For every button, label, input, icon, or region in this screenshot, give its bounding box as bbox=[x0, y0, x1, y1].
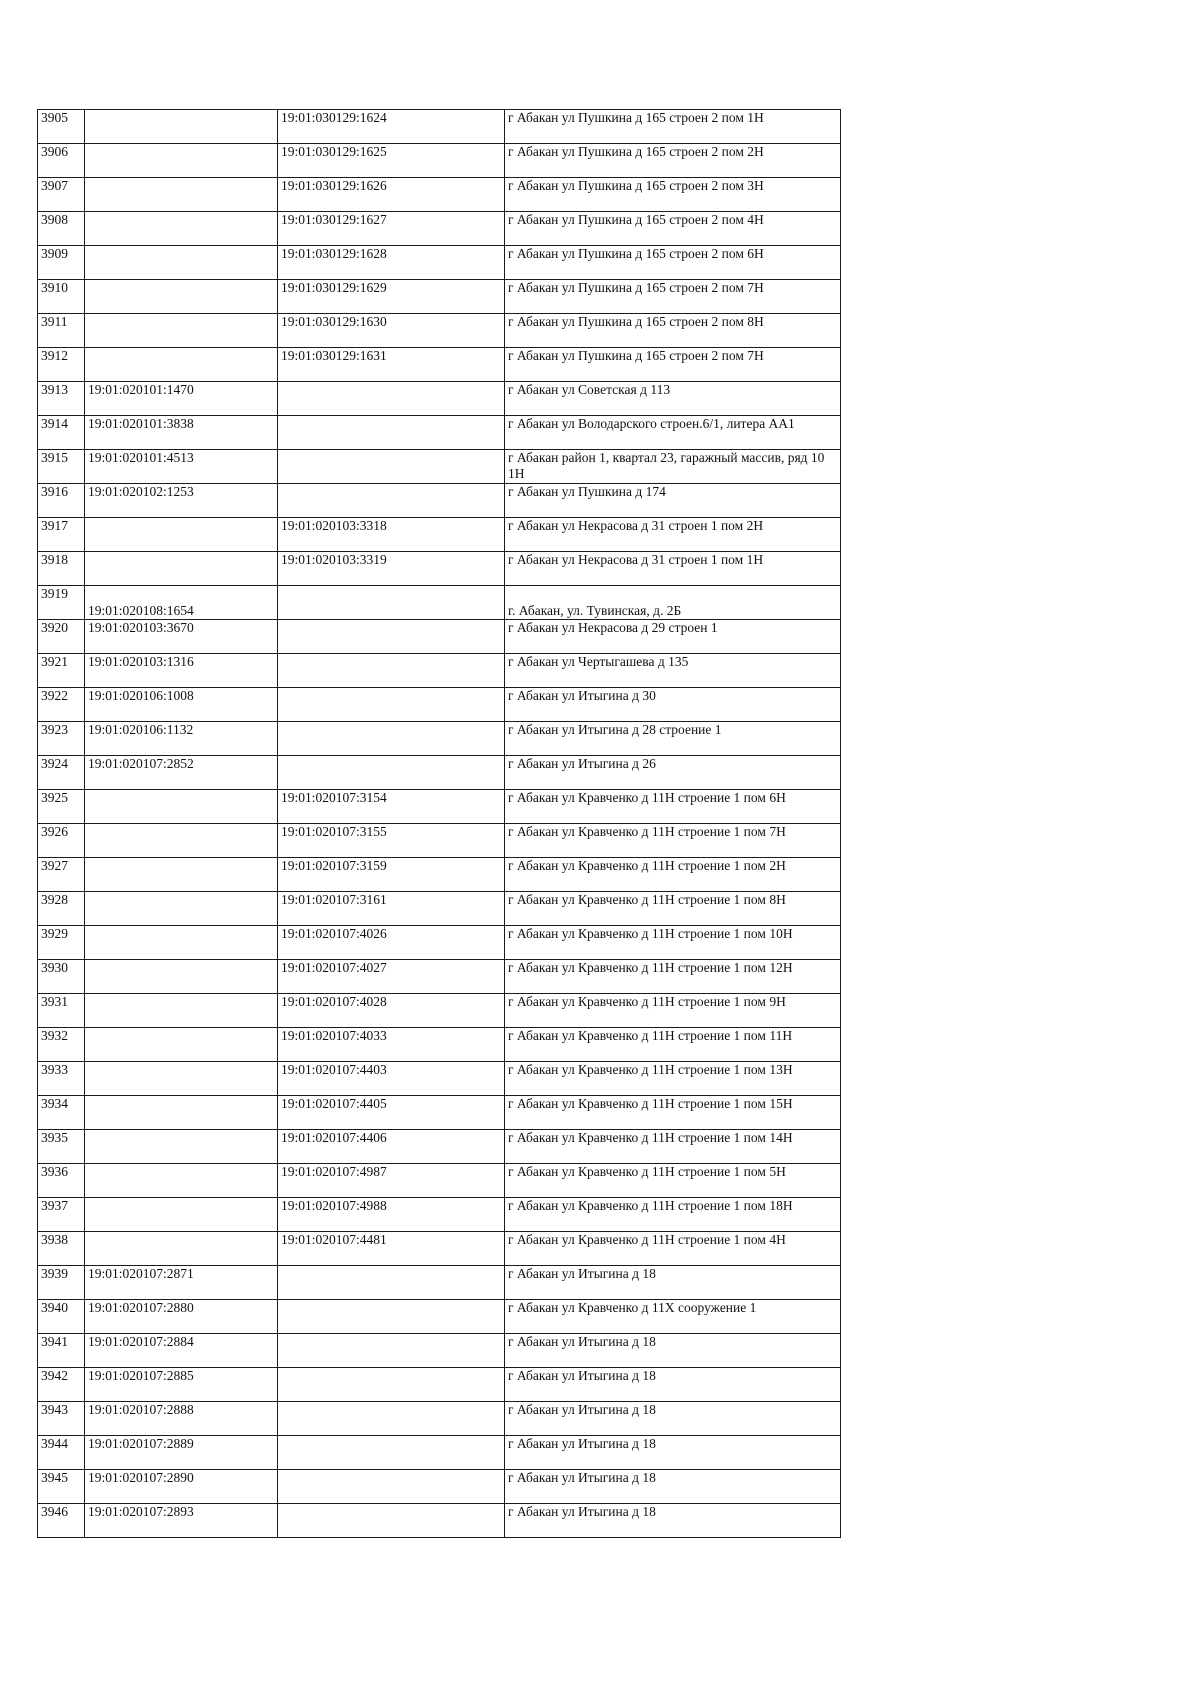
address-cell: г Абакан ул Кравченко д 11Н строение 1 пом 5Н bbox=[505, 1164, 841, 1198]
premises-cadastral-number-cell: 19:01:030129:1624 bbox=[278, 110, 505, 144]
land-cadastral-number-cell bbox=[85, 892, 278, 926]
premises-cadastral-number-cell: 19:01:030129:1630 bbox=[278, 314, 505, 348]
land-cadastral-number-cell bbox=[85, 858, 278, 892]
document-page bbox=[37, 109, 840, 1538]
premises-cadastral-number-cell: 19:01:020103:3319 bbox=[278, 552, 505, 586]
address-cell: г Абакан район 1, квартал 23, гаражный массив, ряд 10 1Н bbox=[505, 450, 841, 484]
land-cadastral-number-cell bbox=[85, 1130, 278, 1164]
table-row bbox=[38, 790, 841, 824]
premises-cadastral-number-cell bbox=[278, 722, 505, 756]
row-number-cell: 3943 bbox=[38, 1402, 85, 1436]
premises-cadastral-number-cell bbox=[278, 1470, 505, 1504]
premises-cadastral-number-cell bbox=[278, 1368, 505, 1402]
address-cell: г Абакан ул Кравченко д 11Н строение 1 пом 15Н bbox=[505, 1096, 841, 1130]
address-cell: г Абакан ул Пушкина д 165 строен 2 пом 3Н bbox=[505, 178, 841, 212]
address-cell: г Абакан ул Кравченко д 11Н строение 1 пом 11Н bbox=[505, 1028, 841, 1062]
address-cell: г Абакан ул Кравченко д 11Н строение 1 пом 8Н bbox=[505, 892, 841, 926]
table-row bbox=[38, 246, 841, 280]
land-cadastral-number-cell: 19:01:020107:2871 bbox=[85, 1266, 278, 1300]
table-row bbox=[38, 1028, 841, 1062]
premises-cadastral-number-cell bbox=[278, 1266, 505, 1300]
premises-cadastral-number-cell bbox=[278, 1402, 505, 1436]
row-number-cell: 3933 bbox=[38, 1062, 85, 1096]
land-cadastral-number-cell: 19:01:020106:1008 bbox=[85, 688, 278, 722]
address-cell: г Абакан ул Кравченко д 11Н строение 1 пом 7Н bbox=[505, 824, 841, 858]
land-cadastral-number-cell bbox=[85, 552, 278, 586]
row-number-cell: 3937 bbox=[38, 1198, 85, 1232]
row-number-cell: 3930 bbox=[38, 960, 85, 994]
table-row bbox=[38, 450, 841, 484]
row-number-cell: 3911 bbox=[38, 314, 85, 348]
address-cell: г Абакан ул Итыгина д 18 bbox=[505, 1266, 841, 1300]
table-row bbox=[38, 756, 841, 790]
table-row bbox=[38, 416, 841, 450]
land-cadastral-number-cell: 19:01:020101:1470 bbox=[85, 382, 278, 416]
row-number-cell: 3909 bbox=[38, 246, 85, 280]
table-row bbox=[38, 1232, 841, 1266]
row-number-cell: 3936 bbox=[38, 1164, 85, 1198]
address-cell: г Абакан ул Чертыгашева д 135 bbox=[505, 654, 841, 688]
table-row bbox=[38, 722, 841, 756]
table-row bbox=[38, 926, 841, 960]
land-cadastral-number-cell bbox=[85, 348, 278, 382]
land-cadastral-number-cell bbox=[85, 1164, 278, 1198]
row-number-cell: 3942 bbox=[38, 1368, 85, 1402]
address-cell: г Абакан ул Некрасова д 29 строен 1 bbox=[505, 620, 841, 654]
land-cadastral-number-cell bbox=[85, 824, 278, 858]
premises-cadastral-number-cell bbox=[278, 620, 505, 654]
land-cadastral-number-cell bbox=[85, 314, 278, 348]
premises-cadastral-number-cell: 19:01:020107:4481 bbox=[278, 1232, 505, 1266]
premises-cadastral-number-cell: 19:01:020103:3318 bbox=[278, 518, 505, 552]
land-cadastral-number-cell: 19:01:020107:2888 bbox=[85, 1402, 278, 1436]
row-number-cell: 3946 bbox=[38, 1504, 85, 1538]
row-number-cell: 3907 bbox=[38, 178, 85, 212]
land-cadastral-number-cell: 19:01:020107:2885 bbox=[85, 1368, 278, 1402]
land-cadastral-number-cell bbox=[85, 1062, 278, 1096]
premises-cadastral-number-cell: 19:01:020107:4026 bbox=[278, 926, 505, 960]
table-row bbox=[38, 1402, 841, 1436]
land-cadastral-number-cell: 19:01:020107:2884 bbox=[85, 1334, 278, 1368]
address-cell: г Абакан ул Кравченко д 11Н строение 1 пом 10Н bbox=[505, 926, 841, 960]
land-cadastral-number-cell bbox=[85, 790, 278, 824]
land-cadastral-number-cell: 19:01:020103:3670 bbox=[85, 620, 278, 654]
premises-cadastral-number-cell: 19:01:020107:4987 bbox=[278, 1164, 505, 1198]
address-cell: г Абакан ул Итыгина д 18 bbox=[505, 1436, 841, 1470]
premises-cadastral-number-cell: 19:01:030129:1626 bbox=[278, 178, 505, 212]
premises-cadastral-number-cell bbox=[278, 382, 505, 416]
address-cell: г Абакан ул Кравченко д 11Н строение 1 пом 12Н bbox=[505, 960, 841, 994]
address-cell: г Абакан ул Итыгина д 28 строение 1 bbox=[505, 722, 841, 756]
address-cell: г Абакан ул Пушкина д 165 строен 2 пом 6Н bbox=[505, 246, 841, 280]
address-cell: г Абакан ул Кравченко д 11Н строение 1 пом 13Н bbox=[505, 1062, 841, 1096]
premises-cadastral-number-cell: 19:01:020107:4027 bbox=[278, 960, 505, 994]
land-cadastral-number-cell: 19:01:020107:2880 bbox=[85, 1300, 278, 1334]
address-cell: г Абакан ул Пушкина д 165 строен 2 пом 8Н bbox=[505, 314, 841, 348]
address-cell: г Абакан ул Некрасова д 31 строен 1 пом 1Н bbox=[505, 552, 841, 586]
table-row bbox=[38, 586, 841, 620]
address-cell: г Абакан ул Пушкина д 165 строен 2 пом 1Н bbox=[505, 110, 841, 144]
address-cell: г Абакан ул Итыгина д 18 bbox=[505, 1504, 841, 1538]
row-number-cell: 3927 bbox=[38, 858, 85, 892]
address-cell: г Абакан ул Итыгина д 26 bbox=[505, 756, 841, 790]
land-cadastral-number-cell bbox=[85, 518, 278, 552]
land-cadastral-number-cell: 19:01:020106:1132 bbox=[85, 722, 278, 756]
table-row bbox=[38, 858, 841, 892]
row-number-cell: 3921 bbox=[38, 654, 85, 688]
premises-cadastral-number-cell: 19:01:020107:3159 bbox=[278, 858, 505, 892]
table-row bbox=[38, 1062, 841, 1096]
premises-cadastral-number-cell bbox=[278, 1436, 505, 1470]
land-cadastral-number-cell bbox=[85, 926, 278, 960]
table-row bbox=[38, 178, 841, 212]
address-cell: г Абакан ул Итыгина д 18 bbox=[505, 1368, 841, 1402]
land-cadastral-number-cell bbox=[85, 212, 278, 246]
address-cell: г Абакан ул Володарского строен.6/1, литера АА1 bbox=[505, 416, 841, 450]
row-number-cell: 3916 bbox=[38, 484, 85, 518]
row-number-cell: 3908 bbox=[38, 212, 85, 246]
address-cell: г Абакан ул Итыгина д 30 bbox=[505, 688, 841, 722]
row-number-cell: 3919 bbox=[38, 586, 85, 620]
premises-cadastral-number-cell: 19:01:020107:3155 bbox=[278, 824, 505, 858]
row-number-cell: 3944 bbox=[38, 1436, 85, 1470]
address-cell: г Абакан ул Кравченко д 11Н строение 1 пом 18Н bbox=[505, 1198, 841, 1232]
table-row bbox=[38, 518, 841, 552]
premises-cadastral-number-cell: 19:01:020107:4988 bbox=[278, 1198, 505, 1232]
premises-cadastral-number-cell: 19:01:030129:1627 bbox=[278, 212, 505, 246]
table-row bbox=[38, 314, 841, 348]
address-cell: г Абакан ул Кравченко д 11Н строение 1 пом 2Н bbox=[505, 858, 841, 892]
row-number-cell: 3939 bbox=[38, 1266, 85, 1300]
table-row bbox=[38, 1130, 841, 1164]
address-cell: г Абакан ул Итыгина д 18 bbox=[505, 1402, 841, 1436]
registry-table-body bbox=[38, 110, 841, 1538]
land-cadastral-number-cell bbox=[85, 144, 278, 178]
address-cell: г Абакан ул Итыгина д 18 bbox=[505, 1470, 841, 1504]
address-cell: г Абакан ул Итыгина д 18 bbox=[505, 1334, 841, 1368]
land-cadastral-number-cell bbox=[85, 1028, 278, 1062]
premises-cadastral-number-cell bbox=[278, 756, 505, 790]
address-cell: г Абакан ул Пушкина д 165 строен 2 пом 7Н bbox=[505, 348, 841, 382]
table-row bbox=[38, 688, 841, 722]
premises-cadastral-number-cell bbox=[278, 1300, 505, 1334]
land-cadastral-number-cell: 19:01:020102:1253 bbox=[85, 484, 278, 518]
table-row bbox=[38, 960, 841, 994]
row-number-cell: 3935 bbox=[38, 1130, 85, 1164]
table-row bbox=[38, 484, 841, 518]
table-row bbox=[38, 1334, 841, 1368]
address-cell: г Абакан ул Пушкина д 165 строен 2 пом 4Н bbox=[505, 212, 841, 246]
table-row bbox=[38, 1300, 841, 1334]
premises-cadastral-number-cell: 19:01:020107:3161 bbox=[278, 892, 505, 926]
premises-cadastral-number-cell bbox=[278, 416, 505, 450]
premises-cadastral-number-cell: 19:01:020107:4028 bbox=[278, 994, 505, 1028]
land-cadastral-number-cell bbox=[85, 1198, 278, 1232]
table-row bbox=[38, 1436, 841, 1470]
row-number-cell: 3918 bbox=[38, 552, 85, 586]
premises-cadastral-number-cell bbox=[278, 688, 505, 722]
premises-cadastral-number-cell: 19:01:030129:1625 bbox=[278, 144, 505, 178]
address-cell: г Абакан ул Кравченко д 11Н строение 1 пом 4Н bbox=[505, 1232, 841, 1266]
address-cell: г Абакан ул Пушкина д 165 строен 2 пом 7Н bbox=[505, 280, 841, 314]
land-cadastral-number-cell: 19:01:020107:2893 bbox=[85, 1504, 278, 1538]
address-cell: г Абакан ул Кравченко д 11Н строение 1 пом 14Н bbox=[505, 1130, 841, 1164]
land-cadastral-number-cell: 19:01:020101:4513 bbox=[85, 450, 278, 484]
land-cadastral-number-cell: 19:01:020107:2852 bbox=[85, 756, 278, 790]
land-cadastral-number-cell: 19:01:020108:1654 bbox=[85, 586, 278, 620]
premises-cadastral-number-cell: 19:01:030129:1631 bbox=[278, 348, 505, 382]
property-registry-table bbox=[37, 109, 841, 1538]
row-number-cell: 3920 bbox=[38, 620, 85, 654]
address-cell: г Абакан ул Кравченко д 11Н строение 1 пом 9Н bbox=[505, 994, 841, 1028]
table-row bbox=[38, 1096, 841, 1130]
land-cadastral-number-cell bbox=[85, 280, 278, 314]
premises-cadastral-number-cell bbox=[278, 450, 505, 484]
row-number-cell: 3906 bbox=[38, 144, 85, 178]
premises-cadastral-number-cell bbox=[278, 1504, 505, 1538]
table-row bbox=[38, 280, 841, 314]
table-row bbox=[38, 552, 841, 586]
table-row bbox=[38, 654, 841, 688]
row-number-cell: 3923 bbox=[38, 722, 85, 756]
row-number-cell: 3931 bbox=[38, 994, 85, 1028]
row-number-cell: 3910 bbox=[38, 280, 85, 314]
row-number-cell: 3915 bbox=[38, 450, 85, 484]
row-number-cell: 3928 bbox=[38, 892, 85, 926]
table-row bbox=[38, 1470, 841, 1504]
premises-cadastral-number-cell bbox=[278, 484, 505, 518]
row-number-cell: 3913 bbox=[38, 382, 85, 416]
land-cadastral-number-cell bbox=[85, 1232, 278, 1266]
table-row bbox=[38, 1266, 841, 1300]
address-cell: г. Абакан, ул. Тувинская, д. 2Б bbox=[505, 586, 841, 620]
address-cell: г Абакан ул Кравченко д 11Х сооружение 1 bbox=[505, 1300, 841, 1334]
table-row bbox=[38, 1368, 841, 1402]
table-row bbox=[38, 110, 841, 144]
row-number-cell: 3905 bbox=[38, 110, 85, 144]
row-number-cell: 3932 bbox=[38, 1028, 85, 1062]
table-row bbox=[38, 382, 841, 416]
land-cadastral-number-cell bbox=[85, 110, 278, 144]
address-cell: г Абакан ул Кравченко д 11Н строение 1 пом 6Н bbox=[505, 790, 841, 824]
table-row bbox=[38, 824, 841, 858]
row-number-cell: 3914 bbox=[38, 416, 85, 450]
address-cell: г Абакан ул Пушкина д 174 bbox=[505, 484, 841, 518]
premises-cadastral-number-cell: 19:01:020107:3154 bbox=[278, 790, 505, 824]
premises-cadastral-number-cell: 19:01:020107:4406 bbox=[278, 1130, 505, 1164]
row-number-cell: 3945 bbox=[38, 1470, 85, 1504]
land-cadastral-number-cell bbox=[85, 994, 278, 1028]
premises-cadastral-number-cell: 19:01:020107:4033 bbox=[278, 1028, 505, 1062]
row-number-cell: 3938 bbox=[38, 1232, 85, 1266]
row-number-cell: 3926 bbox=[38, 824, 85, 858]
row-number-cell: 3912 bbox=[38, 348, 85, 382]
row-number-cell: 3940 bbox=[38, 1300, 85, 1334]
row-number-cell: 3922 bbox=[38, 688, 85, 722]
table-row bbox=[38, 144, 841, 178]
land-cadastral-number-cell bbox=[85, 960, 278, 994]
table-row bbox=[38, 348, 841, 382]
land-cadastral-number-cell: 19:01:020101:3838 bbox=[85, 416, 278, 450]
premises-cadastral-number-cell bbox=[278, 654, 505, 688]
land-cadastral-number-cell bbox=[85, 1096, 278, 1130]
table-row bbox=[38, 892, 841, 926]
premises-cadastral-number-cell bbox=[278, 1334, 505, 1368]
row-number-cell: 3934 bbox=[38, 1096, 85, 1130]
address-cell: г Абакан ул Некрасова д 31 строен 1 пом 2Н bbox=[505, 518, 841, 552]
premises-cadastral-number-cell: 19:01:020107:4405 bbox=[278, 1096, 505, 1130]
premises-cadastral-number-cell: 19:01:030129:1628 bbox=[278, 246, 505, 280]
table-row bbox=[38, 1164, 841, 1198]
land-cadastral-number-cell: 19:01:020107:2889 bbox=[85, 1436, 278, 1470]
address-cell: г Абакан ул Советская д 113 bbox=[505, 382, 841, 416]
table-row bbox=[38, 620, 841, 654]
row-number-cell: 3929 bbox=[38, 926, 85, 960]
table-row bbox=[38, 212, 841, 246]
premises-cadastral-number-cell: 19:01:020107:4403 bbox=[278, 1062, 505, 1096]
premises-cadastral-number-cell: 19:01:030129:1629 bbox=[278, 280, 505, 314]
row-number-cell: 3941 bbox=[38, 1334, 85, 1368]
address-cell: г Абакан ул Пушкина д 165 строен 2 пом 2Н bbox=[505, 144, 841, 178]
premises-cadastral-number-cell bbox=[278, 586, 505, 620]
table-row bbox=[38, 1198, 841, 1232]
land-cadastral-number-cell: 19:01:020107:2890 bbox=[85, 1470, 278, 1504]
table-row bbox=[38, 1504, 841, 1538]
land-cadastral-number-cell bbox=[85, 178, 278, 212]
land-cadastral-number-cell: 19:01:020103:1316 bbox=[85, 654, 278, 688]
land-cadastral-number-cell bbox=[85, 246, 278, 280]
row-number-cell: 3924 bbox=[38, 756, 85, 790]
row-number-cell: 3925 bbox=[38, 790, 85, 824]
row-number-cell: 3917 bbox=[38, 518, 85, 552]
table-row bbox=[38, 994, 841, 1028]
